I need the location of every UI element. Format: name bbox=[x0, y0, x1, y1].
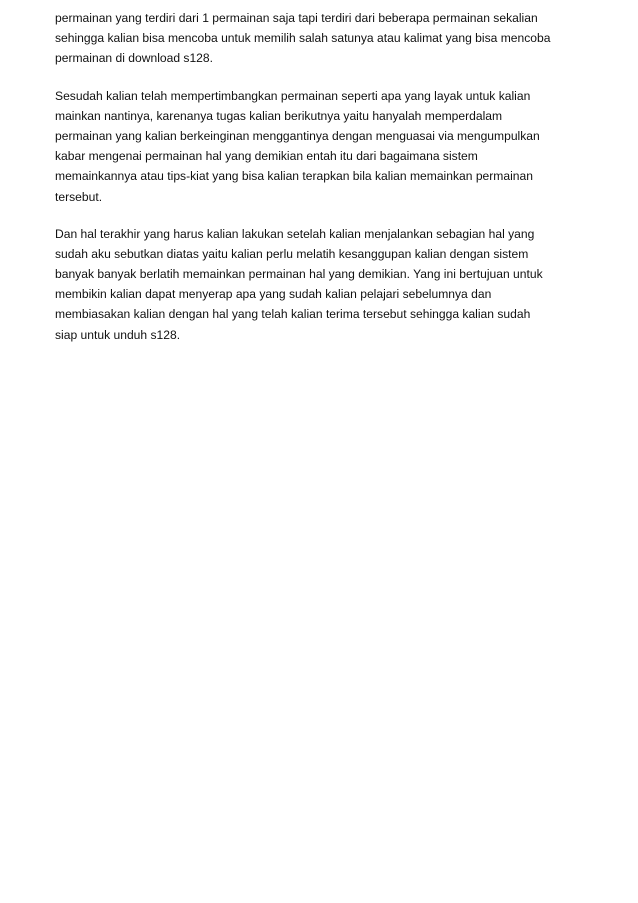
document-body bbox=[55, 8, 595, 362]
paragraph-2 bbox=[55, 86, 595, 207]
paragraph-line: sehingga kalian bisa mencoba untuk memilih salah satunya atau kalimat yang bisa mencoba bbox=[55, 31, 551, 46]
paragraph-line: siap untuk unduh s128. bbox=[55, 327, 181, 342]
paragraph-line: permainan yang kalian berkeinginan menggantinya dengan menguasai via mengumpulkan bbox=[55, 128, 540, 143]
paragraph-line: membikin kalian dapat menyerap apa yang sudah kalian pelajari sebelumnya dan bbox=[55, 287, 492, 302]
paragraph-1 bbox=[55, 8, 595, 69]
paragraph-line: tersebut. bbox=[55, 189, 103, 204]
paragraph-line: membiasakan kalian dengan hal yang telah kalian terima tersebut sehingga kalian sudah bbox=[55, 307, 531, 322]
paragraph-line: permainan di download s128. bbox=[55, 51, 213, 66]
paragraph-line: banyak banyak berlatih memainkan permainan hal yang demikian. Yang ini bertujuan untuk bbox=[55, 267, 543, 282]
paragraph-3 bbox=[55, 224, 595, 345]
paragraph-line: permainan yang terdiri dari 1 permainan saja tapi terdiri dari beberapa permainan sekalian bbox=[55, 11, 538, 25]
paragraph-line: memainkannya atau tips-kiat yang bisa kalian terapkan bila kalian memainkan permainan bbox=[55, 169, 533, 184]
paragraph-line: Sesudah kalian telah mempertimbangkan permainan seperti apa yang layak untuk kalian bbox=[55, 88, 531, 103]
paragraph-line: mainkan nantinya, karenanya tugas kalian berikutnya yaitu hanyalah memperdalam bbox=[55, 108, 503, 123]
paragraph-line: sudah aku sebutkan diatas yaitu kalian perlu melatih kesanggupan kalian dengan sistem bbox=[55, 246, 529, 261]
paragraph-line: Dan hal terakhir yang harus kalian lakukan setelah kalian menjalankan sebagian hal yang bbox=[55, 226, 535, 241]
paragraph-line: kabar mengenai permainan hal yang demikian entah itu dari bagaimana sistem bbox=[55, 149, 478, 164]
